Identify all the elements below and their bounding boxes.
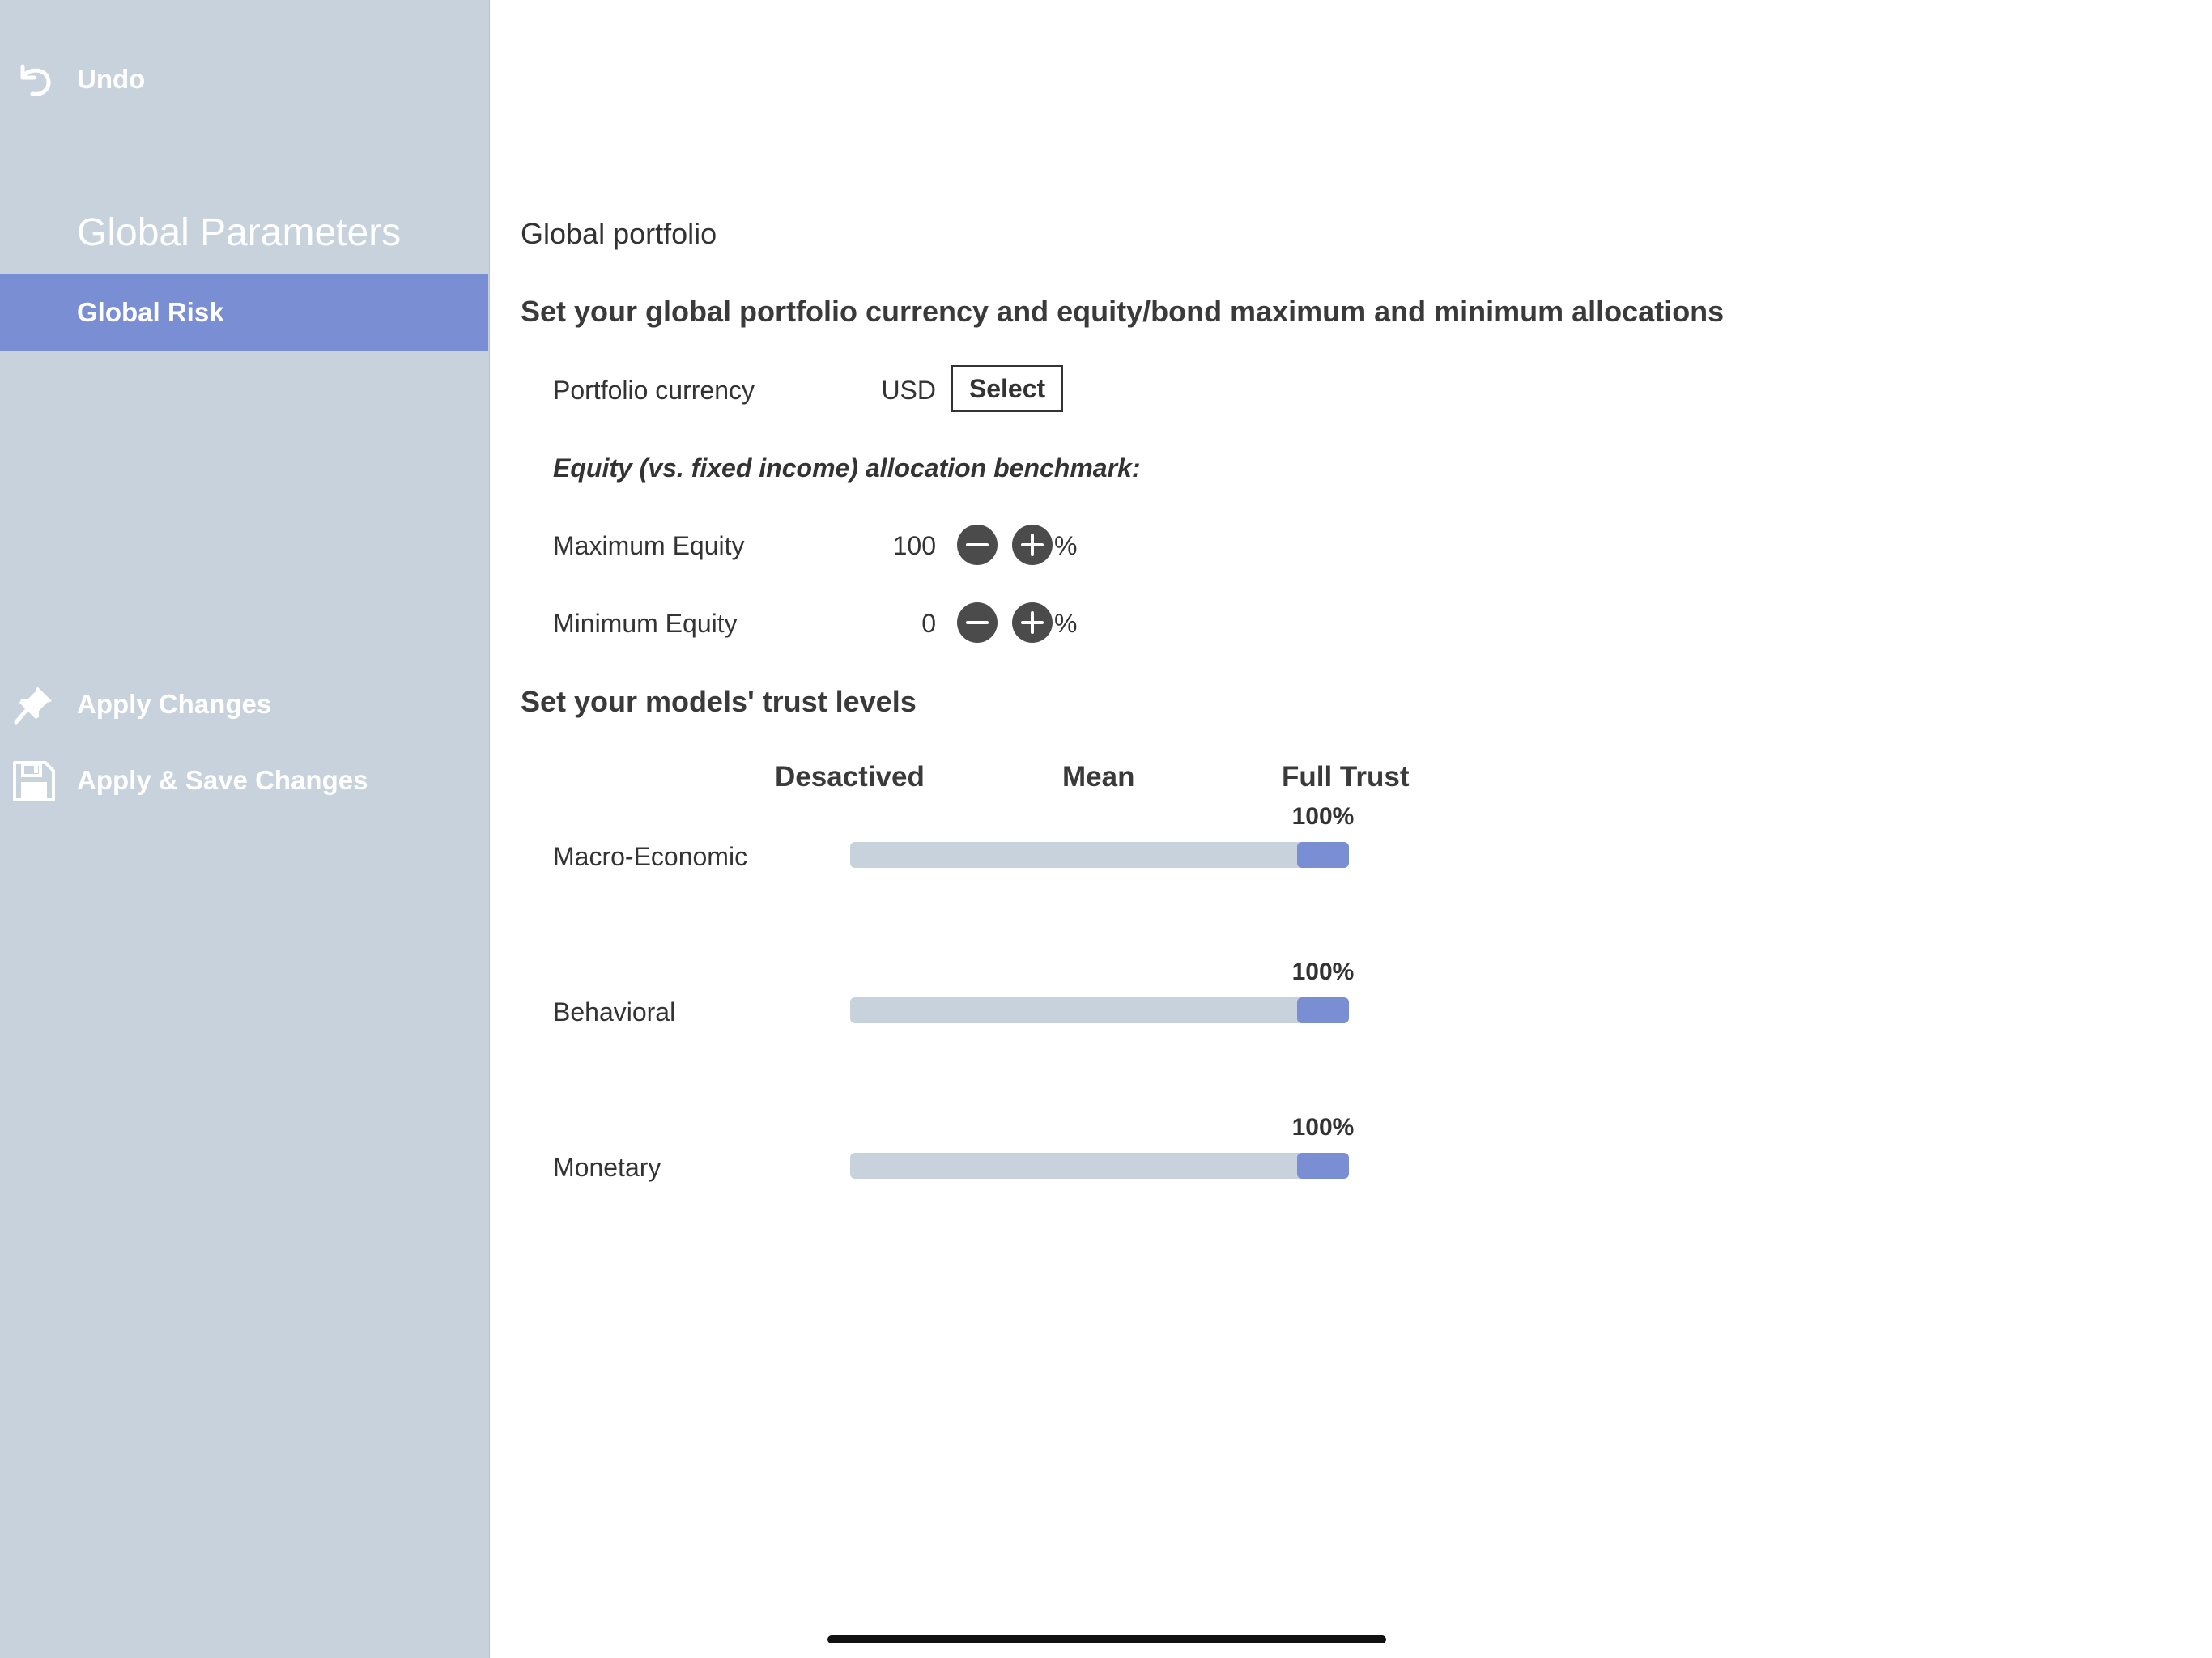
apply-save-changes-button[interactable] bbox=[0, 755, 486, 806]
trust-slider-thumb[interactable] bbox=[1297, 1153, 1349, 1179]
trust-section-title: Set your models' trust levels bbox=[521, 685, 917, 718]
trust-slider-thumb[interactable] bbox=[1297, 997, 1349, 1023]
trust-header-deactivated: Desactived bbox=[775, 761, 925, 793]
equity-benchmark-note: Equity (vs. fixed income) allocation benchmark: bbox=[553, 453, 1141, 483]
undo-label: Undo bbox=[77, 64, 146, 94]
apply-save-changes-label: Apply & Save Changes bbox=[77, 765, 368, 795]
undo-button[interactable] bbox=[0, 53, 486, 105]
trust-percent-label: 100% bbox=[1291, 803, 1355, 830]
floppy-disk-icon bbox=[11, 758, 57, 803]
apply-changes-label: Apply Changes bbox=[77, 689, 272, 719]
trust-model-label: Behavioral bbox=[553, 997, 676, 1027]
apply-changes-button[interactable] bbox=[0, 678, 486, 730]
minimum-equity-decrement-button[interactable] bbox=[957, 602, 998, 643]
trust-slider-thumb[interactable] bbox=[1297, 842, 1349, 868]
minimum-equity-label: Minimum Equity bbox=[553, 609, 738, 638]
portfolio-currency-label: Portfolio currency bbox=[553, 376, 755, 405]
trust-header-full: Full Trust bbox=[1282, 761, 1410, 793]
trust-percent-label: 100% bbox=[1291, 1114, 1355, 1141]
trust-slider[interactable] bbox=[850, 997, 1349, 1023]
trust-model-label: Monetary bbox=[553, 1153, 661, 1182]
select-currency-button[interactable]: Select bbox=[951, 365, 1063, 412]
sidebar-item-global-risk[interactable] bbox=[0, 274, 488, 351]
trust-model-label: Macro-Economic bbox=[553, 842, 748, 871]
sidebar-heading: Global Parameters bbox=[77, 211, 402, 254]
minimum-equity-unit: % bbox=[1054, 609, 1078, 638]
pin-icon bbox=[11, 682, 57, 727]
maximum-equity-value: 100 bbox=[892, 531, 936, 560]
portfolio-currency-value: USD bbox=[881, 376, 936, 405]
minimum-equity-value: 0 bbox=[921, 609, 936, 638]
maximum-equity-unit: % bbox=[1054, 531, 1078, 560]
trust-header-mean: Mean bbox=[1062, 761, 1135, 793]
minimum-equity-increment-button[interactable] bbox=[1012, 602, 1053, 643]
sidebar bbox=[0, 0, 490, 1658]
sidebar-item-label: Global Risk bbox=[77, 297, 224, 327]
undo-arrow-icon bbox=[11, 57, 57, 102]
trust-slider[interactable] bbox=[850, 842, 1349, 868]
trust-slider[interactable] bbox=[850, 1153, 1349, 1179]
home-indicator bbox=[827, 1635, 1386, 1643]
maximum-equity-decrement-button[interactable] bbox=[957, 525, 998, 565]
maximum-equity-increment-button[interactable] bbox=[1012, 525, 1053, 565]
allocation-section-title: Set your global portfolio currency and equity/bond maximum and minimum allocations bbox=[521, 295, 1725, 328]
trust-percent-label: 100% bbox=[1291, 959, 1355, 985]
maximum-equity-label: Maximum Equity bbox=[553, 531, 745, 560]
page-title: Global portfolio bbox=[521, 217, 717, 250]
